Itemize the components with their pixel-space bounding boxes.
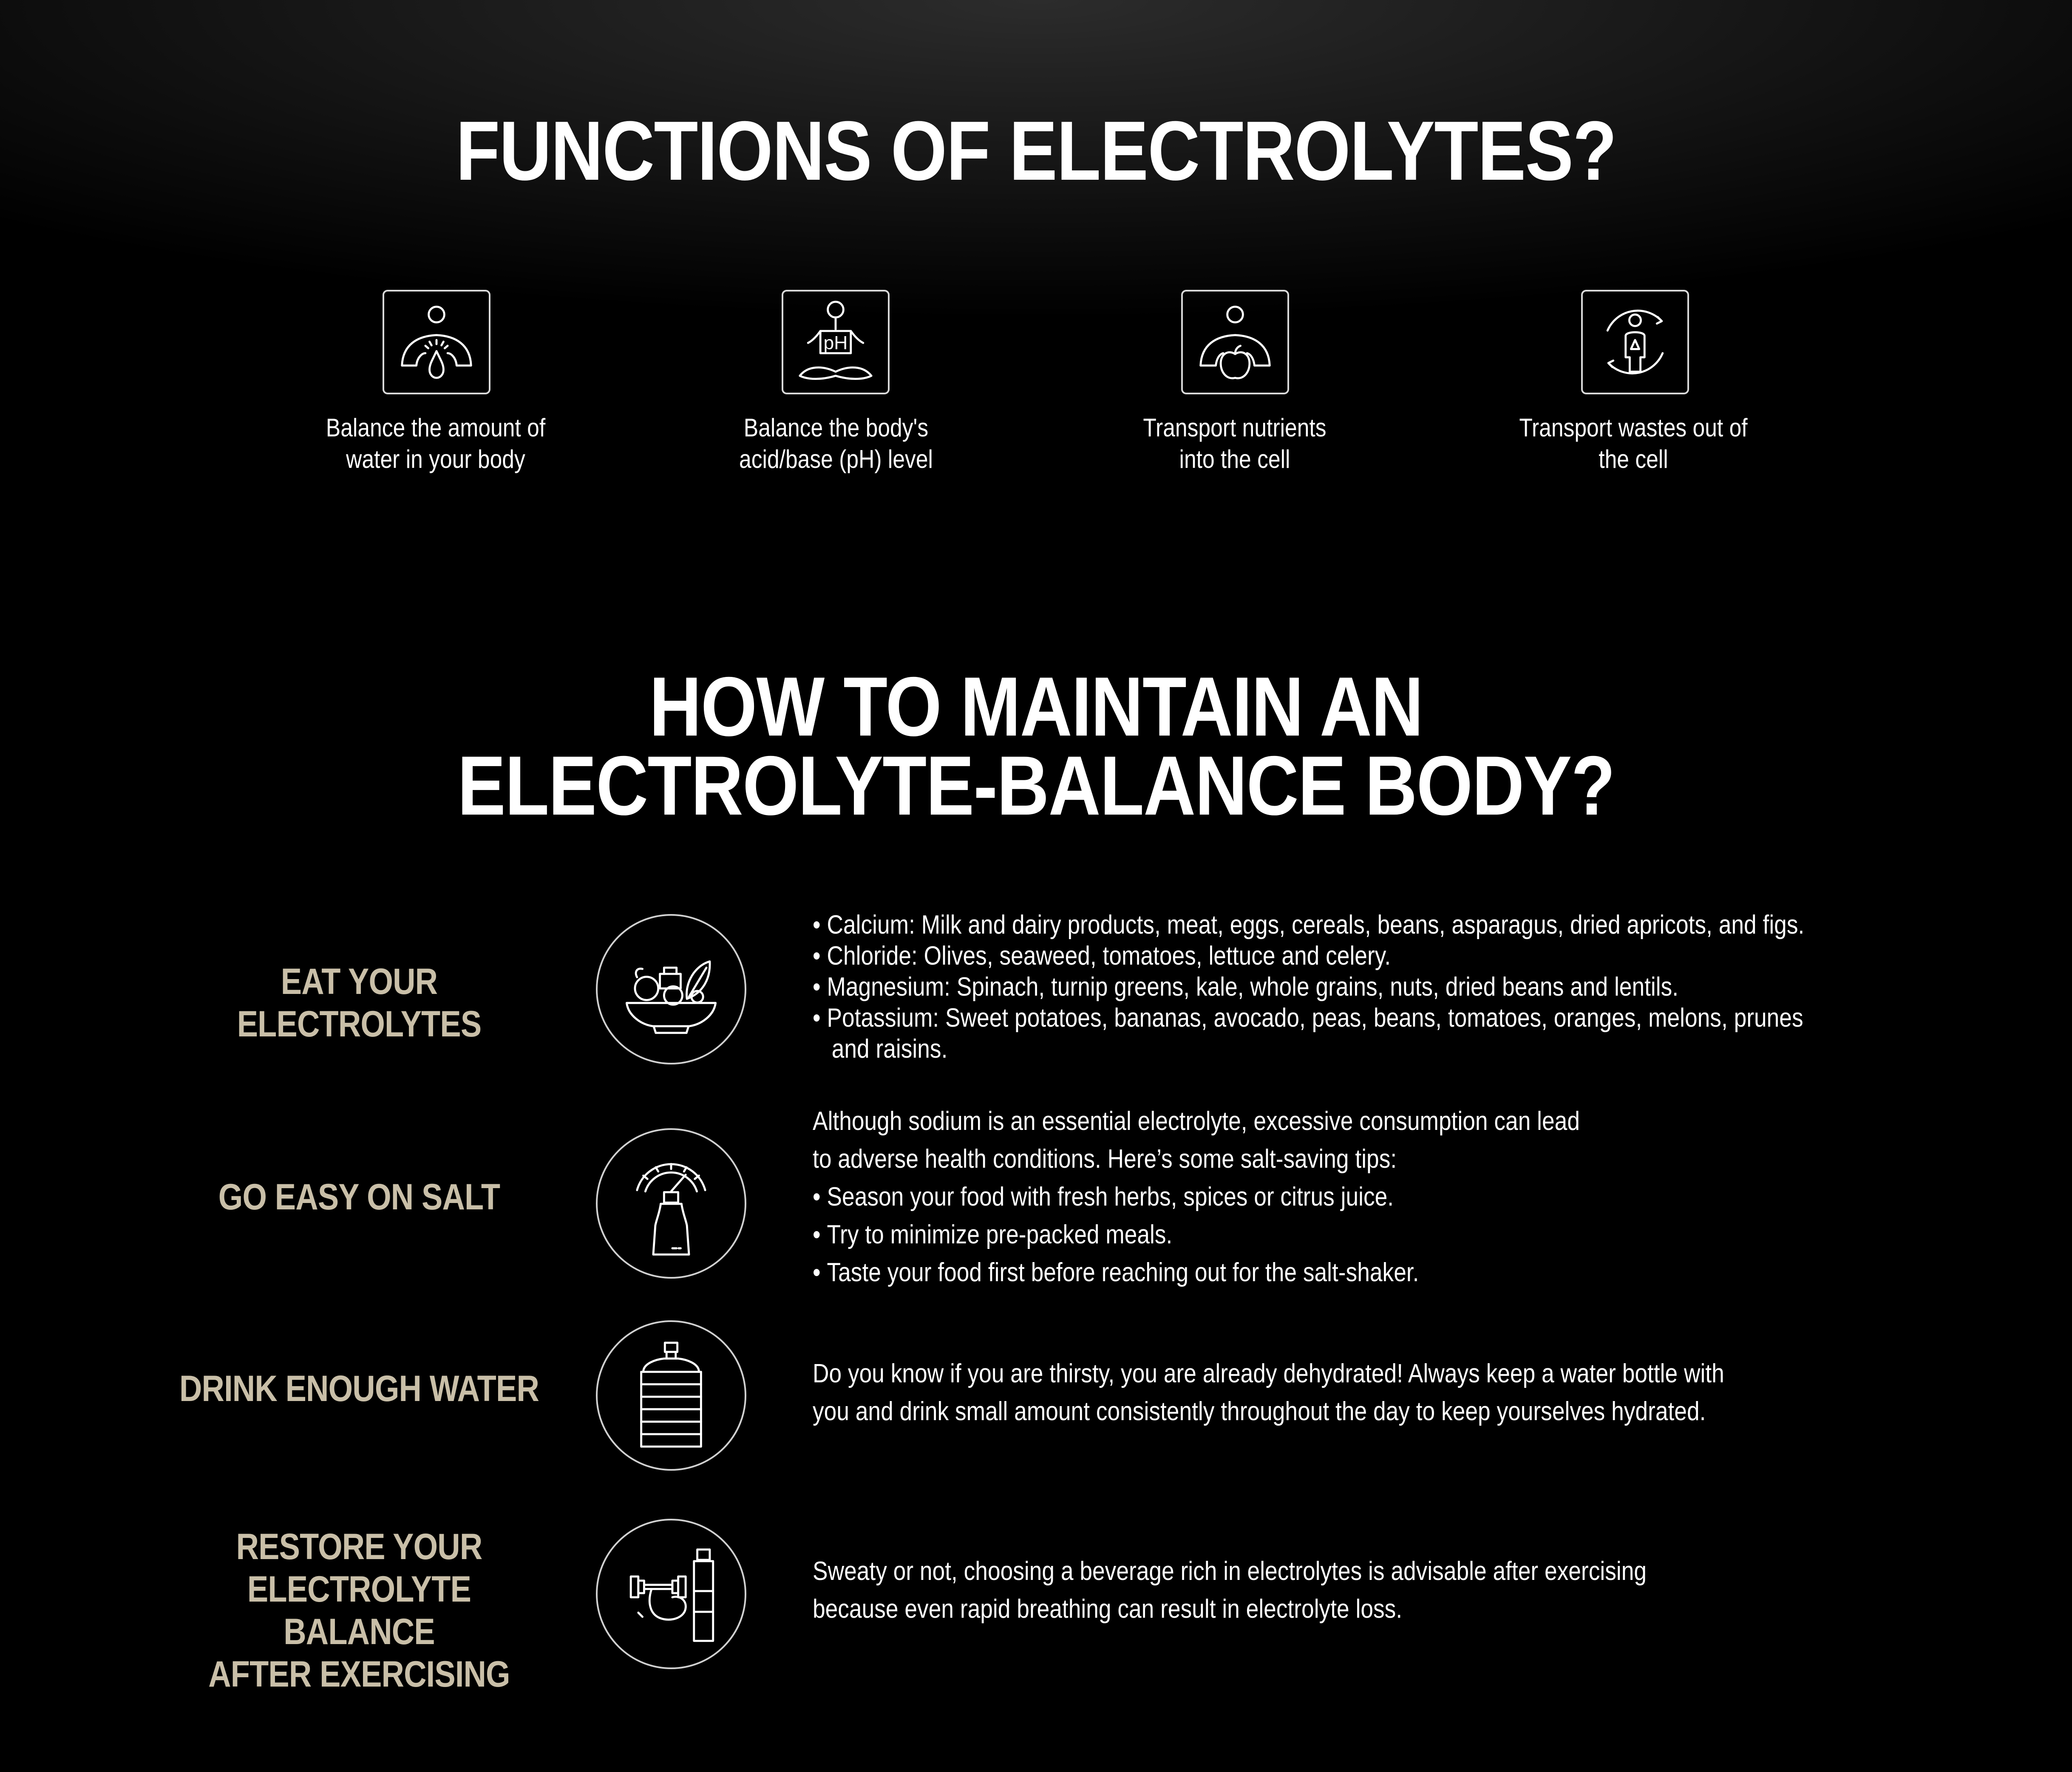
desc-line: Do you know if you are thirsty, you are already dehydrated! Always keep a water bottle with: [813, 1359, 1724, 1388]
caption-line: Transport wastes out of: [1519, 413, 1748, 442]
caption-line: Balance the amount of: [326, 413, 546, 442]
tip-title-line: ELECTROLYTE BALANCE: [247, 1569, 471, 1652]
bullet-line: • Season your food with fresh herbs, spices or citrus juice.: [813, 1178, 1580, 1216]
function-caption-nutrients: [1103, 412, 1366, 475]
ph-label: pH: [823, 332, 848, 354]
tip-title-salt: [176, 1176, 542, 1218]
apple-person-icon: [1181, 290, 1289, 394]
caption-line: Transport nutrients: [1143, 413, 1327, 442]
bullet-line: • Magnesium: Spinach, turnip greens, kale, whole grains, nuts, dried beans and lentils.: [813, 971, 1804, 1002]
title-line: HOW TO MAINTAIN AN: [649, 660, 1423, 753]
bullet-line-continued: and raisins.: [831, 1034, 948, 1064]
function-caption-water: [304, 412, 567, 475]
caption-line: acid/base (pH) level: [739, 445, 933, 473]
tip-title-line: GO EASY ON SALT: [218, 1177, 500, 1217]
tip-desc-salt: [813, 1102, 1580, 1291]
water-jug-icon: [596, 1320, 746, 1471]
tip-title-line: RESTORE YOUR: [236, 1526, 482, 1567]
bullet-line: • Try to minimize pre-packed meals.: [813, 1216, 1580, 1254]
desc-line: Sweaty or not, choosing a beverage rich in electrolytes is advisable after exercising: [813, 1557, 1647, 1586]
dumbbell-bottle-icon: [596, 1519, 746, 1669]
tip-title-line: AFTER EXERCISING: [208, 1654, 510, 1695]
function-caption-ph: [704, 412, 967, 475]
tip-desc-exercise: [813, 1552, 1647, 1628]
title-line: ELECTROLYTE-BALANCE BODY?: [457, 739, 1615, 832]
tip-title-line: DRINK ENOUGH WATER: [179, 1368, 539, 1409]
food-bowl-icon: [596, 914, 746, 1064]
desc-line: to adverse health conditions. Here’s some salt-saving tips:: [813, 1144, 1397, 1174]
desc-line: because even rapid breathing can result in electrolyte loss.: [813, 1594, 1403, 1624]
bullet-line: • Calcium: Milk and dairy products, meat, eggs, cereals, beans, asparagus, dried apricots, and figs.: [813, 909, 1804, 940]
salt-shaker-gauge-icon: [596, 1128, 746, 1279]
tip-title-water: [176, 1367, 542, 1410]
body-cycle-icon: [1581, 290, 1689, 394]
water-drop-person-icon: [383, 290, 490, 394]
bullet-line: • Chloride: Olives, seaweed, tomatoes, lettuce and celery.: [813, 940, 1804, 971]
caption-line: into the cell: [1179, 445, 1290, 473]
caption-line: water in your body: [346, 445, 525, 473]
tip-desc-water: [813, 1355, 1724, 1430]
maintain-title: [145, 660, 1927, 832]
bullet-line: • Taste your food first before reaching out for the salt-shaker.: [813, 1254, 1580, 1291]
caption-line: the cell: [1599, 445, 1668, 473]
desc-line: you and drink small amount consistently throughout the day to keep yourselves hydrated.: [813, 1397, 1706, 1426]
ph-meditation-icon: [782, 290, 890, 394]
tip-title-eat: [176, 960, 542, 1045]
desc-line: Although sodium is an essential electrolyte, excessive consumption can lead: [813, 1107, 1580, 1136]
function-caption-wastes: [1502, 412, 1765, 475]
bullet-line: • Potassium: Sweet potatoes, bananas, avocado, peas, beans, tomatoes, oranges, melons, prunes: [813, 1002, 1804, 1033]
tip-desc-eat: [813, 909, 1804, 1064]
caption-line: Balance the body's: [743, 413, 929, 442]
functions-title: FUNCTIONS OF ELECTROLYTES?: [456, 104, 1616, 198]
tip-title-line: EAT YOUR ELECTROLYTES: [237, 961, 482, 1045]
tip-title-exercise: [176, 1526, 542, 1696]
